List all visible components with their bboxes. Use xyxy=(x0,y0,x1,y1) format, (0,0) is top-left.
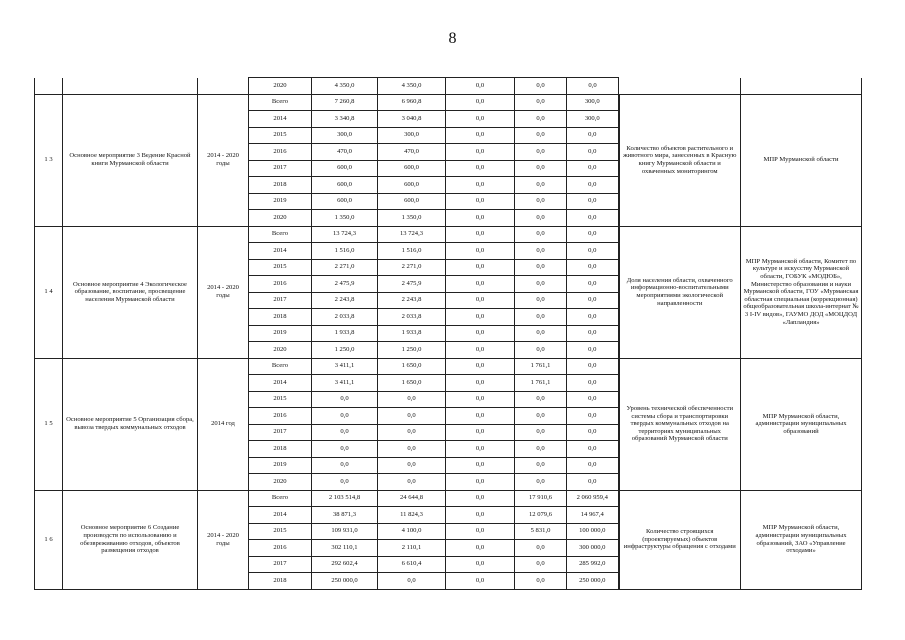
value-cell-4: 0,0 xyxy=(515,325,567,342)
value-cell-5: 0,0 xyxy=(567,342,619,359)
value-cell-2: 1 650,0 xyxy=(378,358,446,375)
value-cell-2: 4 350,0 xyxy=(378,78,446,95)
value-cell-3: 0,0 xyxy=(446,243,515,260)
value-cell-5: 300,0 xyxy=(567,94,619,111)
activity-period: 2014 - 2020 годы xyxy=(198,94,249,226)
value-cell-5: 0,0 xyxy=(567,226,619,243)
value-cell-1: 300,0 xyxy=(312,127,378,144)
value-cell-1: 7 260,8 xyxy=(312,94,378,111)
value-cell-4: 0,0 xyxy=(515,474,567,491)
value-cell-1: 2 475,9 xyxy=(312,276,378,293)
activity-cell xyxy=(63,78,198,95)
value-cell-4: 0,0 xyxy=(515,210,567,227)
value-cell-1: 302 110,1 xyxy=(312,540,378,557)
year-cell: 2015 xyxy=(249,391,312,408)
value-cell-3: 0,0 xyxy=(446,226,515,243)
value-cell-5: 0,0 xyxy=(567,177,619,194)
executor-text: МПР Мурманской области, администрации муниципальных образований, ЗАО «Управление отходами» xyxy=(741,490,862,589)
value-cell-4: 0,0 xyxy=(515,573,567,590)
value-cell-4: 0,0 xyxy=(515,127,567,144)
value-cell-3: 0,0 xyxy=(446,111,515,128)
year-cell: 2020 xyxy=(249,342,312,359)
period-cell xyxy=(198,78,249,95)
year-cell: 2014 xyxy=(249,243,312,260)
value-cell-3: 0,0 xyxy=(446,160,515,177)
value-cell-1: 4 350,0 xyxy=(312,78,378,95)
value-cell-2: 6 960,8 xyxy=(378,94,446,111)
value-cell-4: 17 910,6 xyxy=(515,490,567,507)
value-cell-1: 0,0 xyxy=(312,391,378,408)
value-cell-1: 3 411,1 xyxy=(312,358,378,375)
indicator-text: Количество объектов растительного и животного мира, занесенных в Красную книгу Мурманской области и охваченных мониторингом xyxy=(619,94,741,226)
value-cell-5: 2 060 959,4 xyxy=(567,490,619,507)
year-cell: 2015 xyxy=(249,523,312,540)
section-code: 1 4 xyxy=(35,226,63,358)
value-cell-2: 2 033,8 xyxy=(378,309,446,326)
value-cell-1: 600,0 xyxy=(312,177,378,194)
value-cell-5: 100 000,0 xyxy=(567,523,619,540)
value-cell-4: 0,0 xyxy=(515,243,567,260)
year-cell: 2018 xyxy=(249,573,312,590)
value-cell-4: 0,0 xyxy=(515,94,567,111)
year-cell: 2015 xyxy=(249,127,312,144)
value-cell-5: 0,0 xyxy=(567,391,619,408)
value-cell-1: 1 933,8 xyxy=(312,325,378,342)
year-cell: 2020 xyxy=(249,210,312,227)
value-cell-5: 0,0 xyxy=(567,408,619,425)
value-cell-2: 1 350,0 xyxy=(378,210,446,227)
value-cell-3: 0,0 xyxy=(446,78,515,95)
value-cell-2: 24 644,8 xyxy=(378,490,446,507)
value-cell-1: 0,0 xyxy=(312,424,378,441)
value-cell-1: 0,0 xyxy=(312,457,378,474)
value-cell-1: 1 516,0 xyxy=(312,243,378,260)
value-cell-5: 0,0 xyxy=(567,375,619,392)
table-row xyxy=(35,358,862,375)
value-cell-1: 13 724,3 xyxy=(312,226,378,243)
value-cell-5: 300 000,0 xyxy=(567,540,619,557)
value-cell-3: 0,0 xyxy=(446,408,515,425)
value-cell-4: 0,0 xyxy=(515,457,567,474)
year-cell: 2020 xyxy=(249,474,312,491)
value-cell-4: 0,0 xyxy=(515,226,567,243)
value-cell-5: 0,0 xyxy=(567,276,619,293)
year-cell: 2014 xyxy=(249,507,312,524)
value-cell-2: 13 724,3 xyxy=(378,226,446,243)
value-cell-4: 0,0 xyxy=(515,408,567,425)
year-cell: 2015 xyxy=(249,259,312,276)
activity-name: Основное мероприятие 5 Организация сбора, вывоза твердых коммунальных отходов xyxy=(63,358,198,490)
value-cell-2: 2 110,1 xyxy=(378,540,446,557)
year-cell: 2020 xyxy=(249,78,312,95)
indicator-text: Доля населения области, охваченного информационно-воспитательными мероприятиями экологической направленности xyxy=(619,226,741,358)
value-cell-3: 0,0 xyxy=(446,507,515,524)
activity-period: 2014 - 2020 годы xyxy=(198,490,249,589)
value-cell-2: 1 933,8 xyxy=(378,325,446,342)
value-cell-5: 0,0 xyxy=(567,160,619,177)
continuation-row xyxy=(35,78,862,95)
value-cell-4: 0,0 xyxy=(515,424,567,441)
value-cell-3: 0,0 xyxy=(446,375,515,392)
value-cell-3: 0,0 xyxy=(446,424,515,441)
activity-period: 2014 - 2020 годы xyxy=(198,226,249,358)
year-cell: 2018 xyxy=(249,177,312,194)
value-cell-2: 2 271,0 xyxy=(378,259,446,276)
value-cell-4: 0,0 xyxy=(515,177,567,194)
executor-text: МПР Мурманской области xyxy=(741,94,862,226)
value-cell-3: 0,0 xyxy=(446,292,515,309)
value-cell-2: 0,0 xyxy=(378,441,446,458)
value-cell-4: 0,0 xyxy=(515,193,567,210)
value-cell-3: 0,0 xyxy=(446,177,515,194)
value-cell-2: 0,0 xyxy=(378,457,446,474)
value-cell-2: 0,0 xyxy=(378,391,446,408)
table-row xyxy=(35,94,862,111)
value-cell-2: 3 040,8 xyxy=(378,111,446,128)
executor-text: МПР Мурманской области, администрации муниципальных образований xyxy=(741,358,862,490)
value-cell-4: 0,0 xyxy=(515,276,567,293)
value-cell-3: 0,0 xyxy=(446,342,515,359)
value-cell-3: 0,0 xyxy=(446,127,515,144)
value-cell-4: 1 761,1 xyxy=(515,375,567,392)
value-cell-2: 0,0 xyxy=(378,573,446,590)
value-cell-5: 0,0 xyxy=(567,457,619,474)
year-cell: Всего xyxy=(249,490,312,507)
value-cell-1: 0,0 xyxy=(312,408,378,425)
value-cell-4: 0,0 xyxy=(515,556,567,573)
table-row xyxy=(35,490,862,507)
value-cell-3: 0,0 xyxy=(446,276,515,293)
value-cell-1: 1 350,0 xyxy=(312,210,378,227)
year-cell: 2016 xyxy=(249,408,312,425)
value-cell-2: 600,0 xyxy=(378,160,446,177)
value-cell-5: 0,0 xyxy=(567,127,619,144)
value-cell-5: 0,0 xyxy=(567,78,619,95)
value-cell-1: 250 000,0 xyxy=(312,573,378,590)
value-cell-2: 1 516,0 xyxy=(378,243,446,260)
value-cell-4: 0,0 xyxy=(515,144,567,161)
value-cell-2: 2 475,9 xyxy=(378,276,446,293)
value-cell-4: 5 831,0 xyxy=(515,523,567,540)
value-cell-4: 0,0 xyxy=(515,111,567,128)
value-cell-5: 0,0 xyxy=(567,441,619,458)
value-cell-2: 0,0 xyxy=(378,474,446,491)
value-cell-2: 470,0 xyxy=(378,144,446,161)
year-cell: 2017 xyxy=(249,160,312,177)
value-cell-5: 0,0 xyxy=(567,193,619,210)
indicator-text: Уровень технической обеспеченности системы сбора и транспортировки твердых коммунальных отходов на территориях муниципальных образований Мурманской области xyxy=(619,358,741,490)
executor-cell xyxy=(741,78,862,95)
value-cell-4: 0,0 xyxy=(515,292,567,309)
value-cell-4: 12 079,6 xyxy=(515,507,567,524)
year-cell: 2017 xyxy=(249,556,312,573)
value-cell-2: 300,0 xyxy=(378,127,446,144)
year-cell: 2019 xyxy=(249,457,312,474)
value-cell-2: 11 824,3 xyxy=(378,507,446,524)
year-cell: 2016 xyxy=(249,144,312,161)
activity-period: 2014 год xyxy=(198,358,249,490)
activity-name: Основное мероприятие 6 Создание производств по использованию и обезвреживанию отходов, объектов размещения отходов xyxy=(63,490,198,589)
executor-text: МПР Мурманской области, Комитет по культуре и искусству Мурманской области, ГОБУК «МОДЮБ», Министерство образования и науки Мурманской области, ГОУ «Мурманская областная специальная (коррекционная) общеобразовательная школа-интернат № 3 I-IV видов», ГАУМО ДОД «МОЦДОД «Лапландия» xyxy=(741,226,862,358)
value-cell-3: 0,0 xyxy=(446,441,515,458)
value-cell-4: 0,0 xyxy=(515,309,567,326)
section-code: 1 5 xyxy=(35,358,63,490)
year-cell: 2017 xyxy=(249,292,312,309)
year-cell: 2014 xyxy=(249,375,312,392)
value-cell-3: 0,0 xyxy=(446,94,515,111)
value-cell-2: 4 100,0 xyxy=(378,523,446,540)
value-cell-1: 470,0 xyxy=(312,144,378,161)
value-cell-5: 0,0 xyxy=(567,259,619,276)
activity-name: Основное мероприятие 3 Ведение Красной книги Мурманской области xyxy=(63,94,198,226)
indicator-cell xyxy=(619,78,741,95)
year-cell: Всего xyxy=(249,226,312,243)
value-cell-1: 109 931,0 xyxy=(312,523,378,540)
table-row xyxy=(35,226,862,243)
value-cell-3: 0,0 xyxy=(446,556,515,573)
value-cell-1: 3 340,8 xyxy=(312,111,378,128)
value-cell-3: 0,0 xyxy=(446,259,515,276)
value-cell-4: 0,0 xyxy=(515,540,567,557)
section-code: 1 3 xyxy=(35,94,63,226)
value-cell-1: 38 871,3 xyxy=(312,507,378,524)
value-cell-2: 0,0 xyxy=(378,424,446,441)
value-cell-1: 0,0 xyxy=(312,474,378,491)
table-body xyxy=(35,78,862,590)
value-cell-5: 14 967,4 xyxy=(567,507,619,524)
value-cell-3: 0,0 xyxy=(446,193,515,210)
value-cell-2: 1 650,0 xyxy=(378,375,446,392)
year-cell: 2016 xyxy=(249,276,312,293)
program-activities-table xyxy=(34,77,862,590)
code-cell xyxy=(35,78,63,95)
year-cell: 2018 xyxy=(249,309,312,326)
value-cell-4: 0,0 xyxy=(515,441,567,458)
year-cell: 2018 xyxy=(249,441,312,458)
value-cell-5: 250 000,0 xyxy=(567,573,619,590)
value-cell-1: 292 602,4 xyxy=(312,556,378,573)
value-cell-3: 0,0 xyxy=(446,358,515,375)
value-cell-3: 0,0 xyxy=(446,144,515,161)
value-cell-1: 1 250,0 xyxy=(312,342,378,359)
activity-name: Основное мероприятие 4 Экологическое образование, воспитание, просвещение населения Мурманской области xyxy=(63,226,198,358)
value-cell-4: 0,0 xyxy=(515,78,567,95)
value-cell-4: 0,0 xyxy=(515,160,567,177)
year-cell: 2016 xyxy=(249,540,312,557)
year-cell: Всего xyxy=(249,94,312,111)
value-cell-2: 600,0 xyxy=(378,193,446,210)
value-cell-3: 0,0 xyxy=(446,540,515,557)
value-cell-4: 0,0 xyxy=(515,342,567,359)
value-cell-2: 6 610,4 xyxy=(378,556,446,573)
value-cell-3: 0,0 xyxy=(446,573,515,590)
value-cell-5: 0,0 xyxy=(567,243,619,260)
value-cell-2: 2 243,8 xyxy=(378,292,446,309)
page-number: 8 xyxy=(448,30,457,47)
value-cell-4: 1 761,1 xyxy=(515,358,567,375)
value-cell-3: 0,0 xyxy=(446,210,515,227)
value-cell-1: 2 033,8 xyxy=(312,309,378,326)
value-cell-1: 3 411,1 xyxy=(312,375,378,392)
year-cell: 2017 xyxy=(249,424,312,441)
value-cell-5: 0,0 xyxy=(567,358,619,375)
value-cell-5: 0,0 xyxy=(567,325,619,342)
year-cell: 2019 xyxy=(249,325,312,342)
year-cell: 2014 xyxy=(249,111,312,128)
value-cell-3: 0,0 xyxy=(446,490,515,507)
value-cell-1: 2 271,0 xyxy=(312,259,378,276)
value-cell-5: 300,0 xyxy=(567,111,619,128)
value-cell-1: 0,0 xyxy=(312,441,378,458)
indicator-text: Количество строящихся (проектируемых) объектов инфраструктуры обращения с отходами xyxy=(619,490,741,589)
value-cell-2: 1 250,0 xyxy=(378,342,446,359)
value-cell-1: 2 103 514,8 xyxy=(312,490,378,507)
value-cell-5: 0,0 xyxy=(567,474,619,491)
value-cell-3: 0,0 xyxy=(446,457,515,474)
value-cell-2: 0,0 xyxy=(378,408,446,425)
value-cell-3: 0,0 xyxy=(446,474,515,491)
value-cell-3: 0,0 xyxy=(446,523,515,540)
section-code: 1 6 xyxy=(35,490,63,589)
value-cell-3: 0,0 xyxy=(446,391,515,408)
value-cell-5: 0,0 xyxy=(567,210,619,227)
value-cell-1: 600,0 xyxy=(312,160,378,177)
value-cell-2: 600,0 xyxy=(378,177,446,194)
value-cell-5: 0,0 xyxy=(567,309,619,326)
value-cell-5: 285 992,0 xyxy=(567,556,619,573)
value-cell-3: 0,0 xyxy=(446,309,515,326)
value-cell-3: 0,0 xyxy=(446,325,515,342)
value-cell-5: 0,0 xyxy=(567,424,619,441)
value-cell-4: 0,0 xyxy=(515,391,567,408)
value-cell-1: 600,0 xyxy=(312,193,378,210)
value-cell-5: 0,0 xyxy=(567,144,619,161)
value-cell-4: 0,0 xyxy=(515,259,567,276)
value-cell-5: 0,0 xyxy=(567,292,619,309)
year-cell: Всего xyxy=(249,358,312,375)
year-cell: 2019 xyxy=(249,193,312,210)
value-cell-1: 2 243,8 xyxy=(312,292,378,309)
